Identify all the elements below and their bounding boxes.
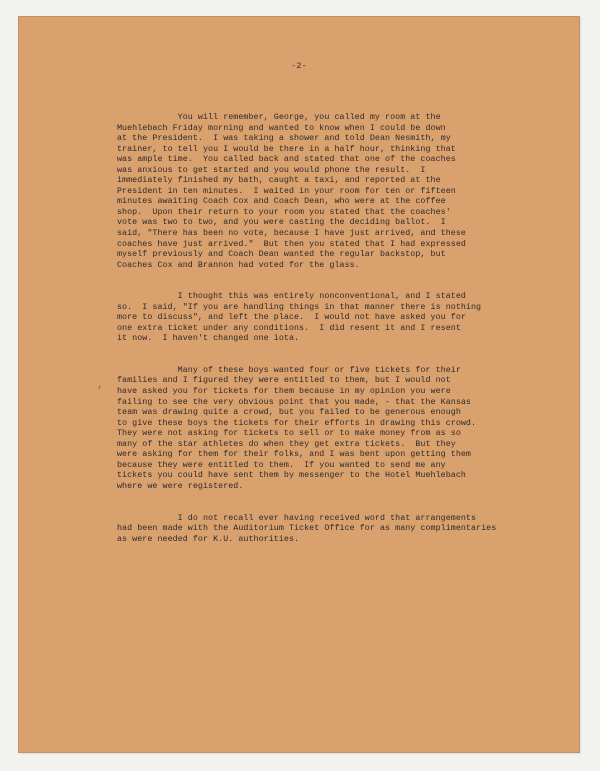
- page-number: -2-: [291, 61, 307, 71]
- paragraph-4: I do not recall ever having received word that arrangements had been made with the Auditorium Ticket Office for as many complimentaries as were needed for K.U. authorities.: [117, 512, 497, 544]
- letter-body: [117, 112, 565, 544]
- margin-mark: [99, 385, 104, 389]
- paragraph-3: Many of these boys wanted four or five tickets for their families and I figured they were entitled to them, but I would not have asked you for tickets for them because in my opinion you were failing to see the very obvious point that you made, - that the Kansas team was drawing quite a crowd, but you failed to be generous enough to give these boys the tickets for their efforts in drawing this crowd. They were not asking for tickets to sell or to make money from as so many of the star athletes do when they get extra tickets. But they were asking for them for their folks, and I was bent upon getting them because they were entitled to them. If you wanted to send me any tickets you could have sent them by messenger to the Hotel Muehlebach where we were registered.: [117, 364, 477, 491]
- paragraph-2: I thought this was entirely nonconventional, and I stated so. I said, "If you are handling things in that manner there is nothing more to discuss", and left the place. I would not have asked you for one extra ticket under any conditions. I did resent it and I resent it now. I haven't changed one iota.: [117, 291, 482, 344]
- paragraph-1: You will remember, George, you called my room at the Muehlebach Friday morning and wanted to know when I could be down at the President. I was taking a shower and told Dean Nesmith, my trainer, to tell you I would be there in a half hour, thinking that was ample time. You called back and stated that one of the coaches was anxious to get started and you would phone the result. I immediately finished my bath, caught a taxi, and reported at the President in ten minutes. I waited in your room for ten or fifteen minutes awaiting Coach Cox and Coach Dean, who were at the coffee shop. Upon their return to your room you stated that the coaches' vote was two to two, and you were casting the deciding ballot. I said, "There has been no vote, because I have just arrived, and these coaches have just arrived." But then you stated that I had expressed myself previously and Coach Dean wanted the regular backstop, but Coaches Cox and Brannon had voted for the glass.: [117, 112, 466, 270]
- letter-page: [18, 16, 580, 753]
